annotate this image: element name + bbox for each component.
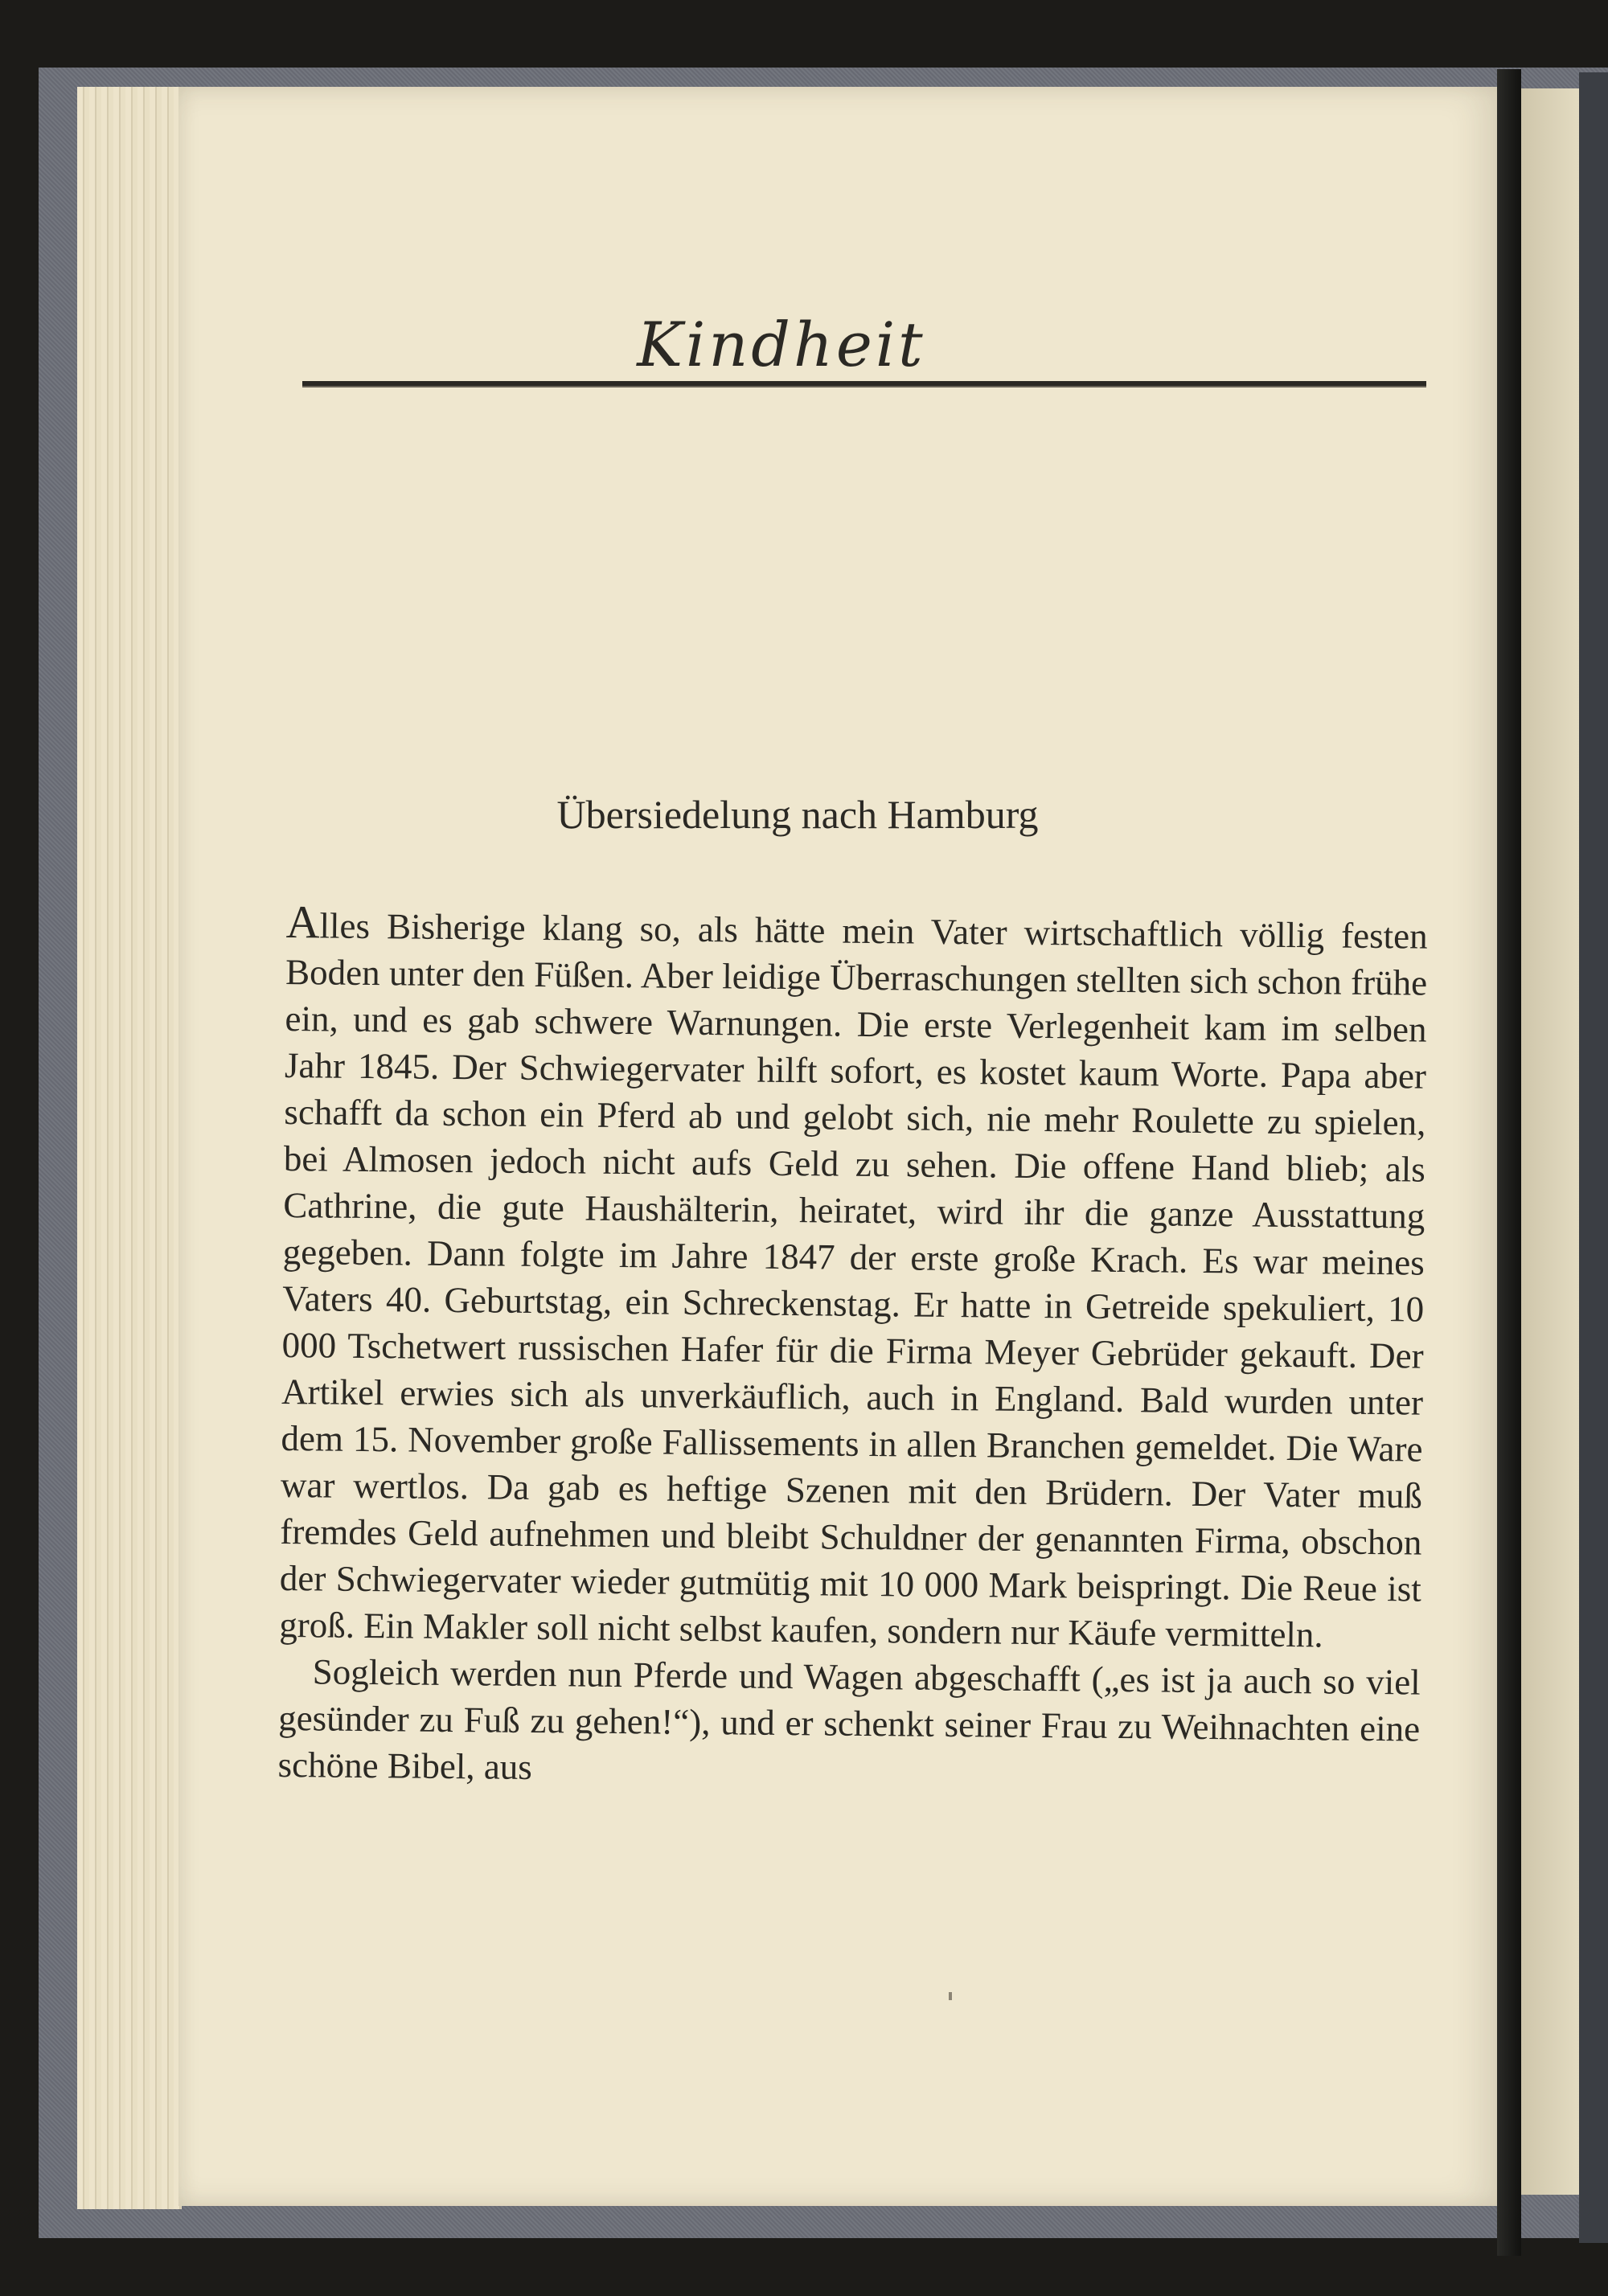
cover-right-edge bbox=[1579, 72, 1608, 2243]
page-title: Kindheit bbox=[637, 309, 926, 380]
ink-speck bbox=[949, 1992, 952, 2000]
section-heading: Übersiedelung nach Hamburg bbox=[556, 792, 1039, 837]
page-stack-edge bbox=[77, 87, 182, 2209]
title-rule bbox=[302, 381, 1426, 387]
body-text bbox=[277, 896, 1428, 1799]
book-gutter bbox=[1497, 69, 1521, 2256]
paragraph-1 bbox=[279, 896, 1428, 1659]
initial-letter: A bbox=[285, 896, 320, 949]
paragraph-2: Sogleich werden nun Pferde und Wagen abgeschafft („es ist ja auch so viel gesünder zu Fuß zu gehen!“), und er schenkt seiner Frau zu Weihnachten eine schöne Bibel, aus bbox=[277, 1651, 1421, 1787]
paragraph-1-text: lles Bisherige klang so, als hätte mein Vater wirtschaftlich völlig festen Boden unter den Füßen. Aber leidige Überraschungen stellten sich schon frühe ein, und es gab schwere Warnungen. Die erste Verlegenheit kam im selben Jahr 1845. Der Schwiegervater hilft sofort, es kostet kaum Worte. Papa aber schafft da schon ein Pferd ab und gelobt sich, nie mehr Roulette zu spielen, bei Almosen jedoch nicht aufs Geld zu sehen. Die offene Hand blieb; als Cathrine, die gute Haushälterin, heiratet, wird ihr die ganze Ausstattung gegeben. Dann folgte im Jahre 1847 der erste große Krach. Es war meines Vaters 40. Geburtstag, ein Schreckenstag. Er hatte in Getreide spekuliert, 10 000 Tschetwert russischen Hafer für die Firma Meyer Gebrüder gekauft. Der Artikel erwies sich als unverkäuflich, auch in England. Bald wurden unter dem 15. November große Fallissements in allen Branchen gemeldet. Die Ware war wertlos. Da gab es heftige Szenen mit den Brüdern. Der Vater muß fremdes Geld aufnehmen und bleibt Schuldner der genannten Firma, obschon der Schwiegervater wieder gutmütig mit 10 000 Mark beispringt. Die Reue ist groß. Ein Makler soll nicht selbst kaufen, sondern nur Käufe vermitteln. bbox=[279, 905, 1428, 1655]
facing-page-edge bbox=[1521, 88, 1579, 2195]
book-page bbox=[178, 87, 1497, 2206]
